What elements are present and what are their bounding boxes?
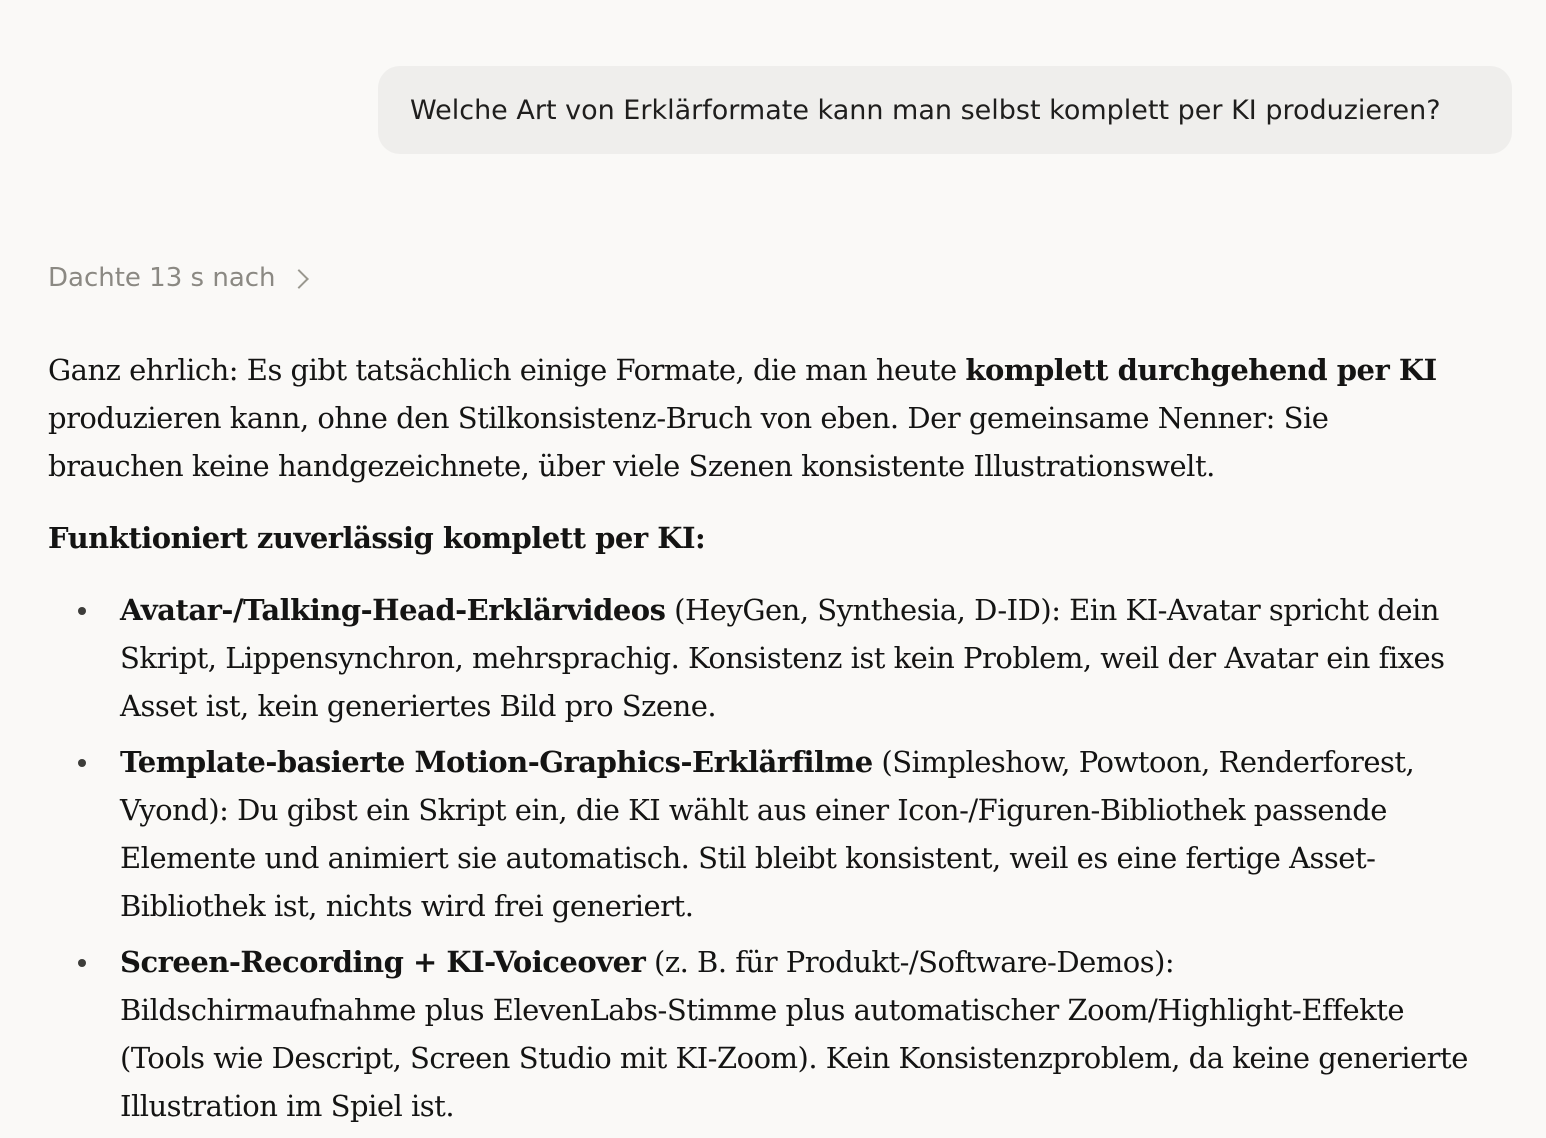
list-item-text: (HeyGen, Synthesia, D-ID): Ein KI-Avatar spricht dein Skript, Lippensynchron, mehrsprachig. Konsistenz ist kein Problem, weil der Avatar ein fixes Asset ist, kein generiertes Bild pro Szene. <box>120 593 1445 723</box>
list-item-title: Template-basierte Motion-Graphics-Erklärfilme <box>120 745 873 779</box>
intro-text-end: produzieren kann, ohne den Stilkonsistenz-Bruch von eben. Der gemeinsame Nenner: Sie brauchen keine handgezeichnete, über viele Szenen konsistente Illustrationswelt. <box>48 401 1329 483</box>
list-item <box>120 586 1468 730</box>
list-item-text: (Simpleshow, Powtoon, Renderforest, Vyond): Du gibst ein Skript ein, die KI wählt aus einer Icon-/Figuren-Bibliothek passende Elemente und animiert sie automatisch. Stil bleibt konsistent, weil es eine fertige Asset-Bibliothek ist, nichts wird frei generiert. <box>120 745 1415 923</box>
list-item-title: Screen-Recording + KI-Voiceover <box>120 945 646 979</box>
intro-text-start: Ganz ehrlich: Es gibt tatsächlich einige Formate, die man heute <box>48 353 966 387</box>
list-item-text: (z. B. für Produkt-/Software-Demos): Bildschirmaufnahme plus ElevenLabs-Stimme plus automatischer Zoom/Highlight-Effekte (Tools wie Descript, Screen Studio mit KI-Zoom). Kein Konsistenzproblem, da keine generierte Illustration im Spiel ist. <box>120 945 1468 1123</box>
user-message-bubble <box>378 66 1512 154</box>
section-heading: Funktioniert zuverlässig komplett per KI: <box>48 521 706 555</box>
intro-bold-text: komplett durchgehend per KI <box>965 353 1437 387</box>
list-item <box>120 738 1468 930</box>
list-item-title: Avatar-/Talking-Head-Erklärvideos <box>120 593 666 627</box>
answer-intro <box>48 346 1468 490</box>
assistant-answer <box>48 346 1468 1138</box>
feature-list <box>48 586 1468 1130</box>
user-message-text: Welche Art von Erklärformate kann man selbst komplett per KI produzieren? <box>410 94 1441 126</box>
chevron-right-icon <box>289 269 309 289</box>
list-item <box>120 938 1468 1130</box>
thinking-label: Dachte 13 s nach <box>48 263 276 293</box>
thinking-toggle[interactable] <box>48 258 306 298</box>
